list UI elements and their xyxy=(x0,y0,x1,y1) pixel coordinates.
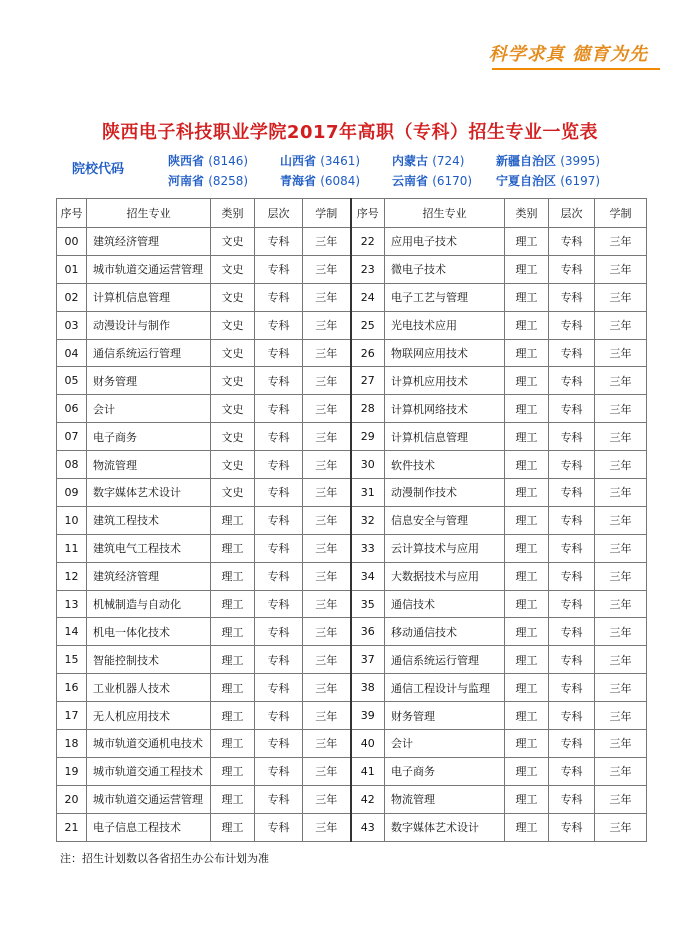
table-row xyxy=(57,785,647,813)
cell-duration: 三年 xyxy=(303,562,351,590)
cell-duration: 三年 xyxy=(595,646,647,674)
cell-major: 云计算技术与应用 xyxy=(385,534,505,562)
cell-category: 理工 xyxy=(505,255,549,283)
table-row xyxy=(57,451,647,479)
cell-index: 29 xyxy=(351,423,385,451)
cell-level: 专科 xyxy=(255,506,303,534)
cell-level: 专科 xyxy=(549,367,595,395)
cell-level: 专科 xyxy=(255,228,303,256)
cell-index: 43 xyxy=(351,813,385,841)
cell-index: 37 xyxy=(351,646,385,674)
cell-index: 14 xyxy=(57,618,87,646)
cell-index: 08 xyxy=(57,451,87,479)
cell-index: 36 xyxy=(351,618,385,646)
table-body xyxy=(57,228,647,842)
table-row xyxy=(57,562,647,590)
cell-major: 城市轨道交通运营管理 xyxy=(87,255,211,283)
cell-major: 计算机信息管理 xyxy=(87,283,211,311)
cell-category: 理工 xyxy=(505,646,549,674)
cell-duration: 三年 xyxy=(303,813,351,841)
cell-major: 电子工艺与管理 xyxy=(385,283,505,311)
cell-index: 02 xyxy=(57,283,87,311)
cell-category: 理工 xyxy=(505,618,549,646)
header-level: 层次 xyxy=(255,199,303,228)
cell-category: 理工 xyxy=(211,590,255,618)
cell-level: 专科 xyxy=(255,618,303,646)
cell-duration: 三年 xyxy=(303,339,351,367)
table-row xyxy=(57,674,647,702)
header-index: 序号 xyxy=(351,199,385,228)
table-row xyxy=(57,479,647,507)
cell-level: 专科 xyxy=(549,479,595,507)
cell-category: 文史 xyxy=(211,395,255,423)
cell-level: 专科 xyxy=(255,646,303,674)
table-row xyxy=(57,702,647,730)
table-row xyxy=(57,255,647,283)
cell-index: 07 xyxy=(57,423,87,451)
cell-category: 理工 xyxy=(505,785,549,813)
cell-major: 计算机网络技术 xyxy=(385,395,505,423)
cell-duration: 三年 xyxy=(595,311,647,339)
cell-category: 理工 xyxy=(211,785,255,813)
table-row xyxy=(57,395,647,423)
cell-category: 理工 xyxy=(505,339,549,367)
cell-category: 文史 xyxy=(211,423,255,451)
cell-category: 理工 xyxy=(211,618,255,646)
cell-index: 05 xyxy=(57,367,87,395)
cell-category: 文史 xyxy=(211,479,255,507)
code-item: 山西省 (3461) xyxy=(280,154,361,168)
cell-category: 理工 xyxy=(505,813,549,841)
cell-level: 专科 xyxy=(549,702,595,730)
cell-level: 专科 xyxy=(549,423,595,451)
cell-duration: 三年 xyxy=(595,757,647,785)
header-level: 层次 xyxy=(549,199,595,228)
cell-major: 数字媒体艺术设计 xyxy=(385,813,505,841)
cell-major: 智能控制技术 xyxy=(87,646,211,674)
cell-index: 31 xyxy=(351,479,385,507)
cell-level: 专科 xyxy=(255,367,303,395)
cell-level: 专科 xyxy=(255,730,303,758)
majors-table xyxy=(56,198,647,842)
cell-index: 26 xyxy=(351,339,385,367)
cell-level: 专科 xyxy=(255,813,303,841)
cell-index: 18 xyxy=(57,730,87,758)
code-item: 新疆自治区 (3995) xyxy=(496,154,601,168)
cell-index: 22 xyxy=(351,228,385,256)
code-item: 内蒙古 (724) xyxy=(392,154,465,168)
cell-category: 理工 xyxy=(211,506,255,534)
cell-index: 21 xyxy=(57,813,87,841)
cell-level: 专科 xyxy=(549,534,595,562)
header-major: 招生专业 xyxy=(87,199,211,228)
table-row xyxy=(57,367,647,395)
header-category: 类别 xyxy=(211,199,255,228)
cell-index: 33 xyxy=(351,534,385,562)
cell-duration: 三年 xyxy=(595,562,647,590)
cell-duration: 三年 xyxy=(595,730,647,758)
cell-category: 理工 xyxy=(211,757,255,785)
cell-major: 机电一体化技术 xyxy=(87,618,211,646)
cell-category: 文史 xyxy=(211,339,255,367)
cell-major: 物流管理 xyxy=(87,451,211,479)
cell-category: 理工 xyxy=(505,367,549,395)
slogan: 科学求真 德育为先 xyxy=(488,44,648,65)
cell-category: 理工 xyxy=(211,674,255,702)
cell-level: 专科 xyxy=(255,534,303,562)
cell-index: 30 xyxy=(351,451,385,479)
cell-duration: 三年 xyxy=(303,228,351,256)
cell-duration: 三年 xyxy=(303,451,351,479)
cell-index: 25 xyxy=(351,311,385,339)
cell-category: 理工 xyxy=(505,283,549,311)
cell-index: 12 xyxy=(57,562,87,590)
cell-major: 工业机器人技术 xyxy=(87,674,211,702)
cell-duration: 三年 xyxy=(595,702,647,730)
code-item: 青海省 (6084) xyxy=(280,174,361,188)
cell-major: 通信技术 xyxy=(385,590,505,618)
cell-duration: 三年 xyxy=(595,228,647,256)
slogan-underline xyxy=(492,68,660,70)
cell-major: 会计 xyxy=(87,395,211,423)
cell-level: 专科 xyxy=(549,590,595,618)
cell-duration: 三年 xyxy=(595,506,647,534)
cell-duration: 三年 xyxy=(303,534,351,562)
cell-index: 24 xyxy=(351,283,385,311)
cell-major: 城市轨道交通工程技术 xyxy=(87,757,211,785)
cell-major: 无人机应用技术 xyxy=(87,702,211,730)
header-major: 招生专业 xyxy=(385,199,505,228)
cell-category: 理工 xyxy=(505,479,549,507)
table-row xyxy=(57,757,647,785)
cell-major: 电子信息工程技术 xyxy=(87,813,211,841)
cell-index: 27 xyxy=(351,367,385,395)
cell-category: 理工 xyxy=(211,730,255,758)
cell-level: 专科 xyxy=(549,618,595,646)
cell-major: 建筑电气工程技术 xyxy=(87,534,211,562)
cell-duration: 三年 xyxy=(595,534,647,562)
cell-major: 电子商务 xyxy=(87,423,211,451)
table-row xyxy=(57,534,647,562)
cell-duration: 三年 xyxy=(595,785,647,813)
table-row xyxy=(57,311,647,339)
cell-major: 计算机应用技术 xyxy=(385,367,505,395)
table-row xyxy=(57,813,647,841)
cell-index: 34 xyxy=(351,562,385,590)
cell-index: 10 xyxy=(57,506,87,534)
cell-major: 建筑工程技术 xyxy=(87,506,211,534)
cell-duration: 三年 xyxy=(303,618,351,646)
cell-duration: 三年 xyxy=(595,618,647,646)
cell-duration: 三年 xyxy=(303,590,351,618)
cell-major: 会计 xyxy=(385,730,505,758)
cell-index: 19 xyxy=(57,757,87,785)
cell-level: 专科 xyxy=(255,311,303,339)
cell-level: 专科 xyxy=(549,562,595,590)
cell-level: 专科 xyxy=(255,451,303,479)
header-duration: 学制 xyxy=(595,199,647,228)
cell-level: 专科 xyxy=(255,757,303,785)
cell-level: 专科 xyxy=(549,646,595,674)
cell-index: 35 xyxy=(351,590,385,618)
cell-category: 理工 xyxy=(211,813,255,841)
cell-level: 专科 xyxy=(549,228,595,256)
cell-major: 信息安全与管理 xyxy=(385,506,505,534)
page-title: 陕西电子科技职业学院2017年高职（专科）招生专业一览表 xyxy=(101,122,599,143)
cell-duration: 三年 xyxy=(595,283,647,311)
cell-category: 理工 xyxy=(505,674,549,702)
cell-duration: 三年 xyxy=(595,590,647,618)
cell-index: 28 xyxy=(351,395,385,423)
cell-level: 专科 xyxy=(255,590,303,618)
cell-category: 文史 xyxy=(211,255,255,283)
cell-duration: 三年 xyxy=(303,757,351,785)
cell-major: 数字媒体艺术设计 xyxy=(87,479,211,507)
cell-category: 理工 xyxy=(505,757,549,785)
institution-codes xyxy=(72,152,672,188)
table-row xyxy=(57,618,647,646)
cell-category: 理工 xyxy=(211,534,255,562)
cell-index: 23 xyxy=(351,255,385,283)
cell-category: 理工 xyxy=(211,562,255,590)
cell-category: 理工 xyxy=(505,451,549,479)
cell-major: 财务管理 xyxy=(385,702,505,730)
table-row xyxy=(57,228,647,256)
cell-level: 专科 xyxy=(255,395,303,423)
cell-duration: 三年 xyxy=(303,367,351,395)
cell-duration: 三年 xyxy=(595,395,647,423)
cell-level: 专科 xyxy=(255,255,303,283)
cell-major: 动漫设计与制作 xyxy=(87,311,211,339)
cell-major: 动漫制作技术 xyxy=(385,479,505,507)
cell-level: 专科 xyxy=(255,785,303,813)
cell-index: 20 xyxy=(57,785,87,813)
cell-category: 理工 xyxy=(211,702,255,730)
cell-index: 41 xyxy=(351,757,385,785)
cell-duration: 三年 xyxy=(303,785,351,813)
cell-duration: 三年 xyxy=(595,367,647,395)
cell-category: 文史 xyxy=(211,311,255,339)
cell-category: 理工 xyxy=(211,646,255,674)
cell-level: 专科 xyxy=(255,702,303,730)
table-row xyxy=(57,283,647,311)
cell-index: 09 xyxy=(57,479,87,507)
header-duration: 学制 xyxy=(303,199,351,228)
cell-level: 专科 xyxy=(549,506,595,534)
cell-duration: 三年 xyxy=(595,339,647,367)
cell-major: 物联网应用技术 xyxy=(385,339,505,367)
cell-category: 理工 xyxy=(505,730,549,758)
cell-level: 专科 xyxy=(549,255,595,283)
cell-index: 01 xyxy=(57,255,87,283)
table-row xyxy=(57,339,647,367)
cell-level: 专科 xyxy=(549,311,595,339)
cell-major: 财务管理 xyxy=(87,367,211,395)
cell-index: 39 xyxy=(351,702,385,730)
codes-label: 院校代码 xyxy=(72,162,125,177)
cell-major: 城市轨道交通运营管理 xyxy=(87,785,211,813)
cell-level: 专科 xyxy=(255,283,303,311)
cell-major: 移动通信技术 xyxy=(385,618,505,646)
cell-major: 通信系统运行管理 xyxy=(385,646,505,674)
cell-category: 理工 xyxy=(505,534,549,562)
cell-duration: 三年 xyxy=(303,674,351,702)
header-index: 序号 xyxy=(57,199,87,228)
cell-major: 应用电子技术 xyxy=(385,228,505,256)
cell-level: 专科 xyxy=(549,283,595,311)
cell-major: 计算机信息管理 xyxy=(385,423,505,451)
cell-major: 建筑经济管理 xyxy=(87,562,211,590)
table-header-row xyxy=(57,199,647,228)
cell-index: 13 xyxy=(57,590,87,618)
cell-duration: 三年 xyxy=(303,702,351,730)
cell-category: 文史 xyxy=(211,228,255,256)
cell-category: 理工 xyxy=(505,562,549,590)
cell-category: 理工 xyxy=(505,228,549,256)
cell-level: 专科 xyxy=(549,730,595,758)
cell-index: 32 xyxy=(351,506,385,534)
cell-level: 专科 xyxy=(549,395,595,423)
table-row xyxy=(57,590,647,618)
cell-level: 专科 xyxy=(255,339,303,367)
table-row xyxy=(57,506,647,534)
cell-index: 42 xyxy=(351,785,385,813)
cell-duration: 三年 xyxy=(303,730,351,758)
code-item: 陕西省 (8146) xyxy=(168,154,249,168)
cell-major: 通信工程设计与监理 xyxy=(385,674,505,702)
table-row xyxy=(57,646,647,674)
footnote: 注：招生计划数以各省招生办公布计划为准 xyxy=(60,852,269,865)
cell-index: 00 xyxy=(57,228,87,256)
table-row xyxy=(57,423,647,451)
cell-category: 理工 xyxy=(505,423,549,451)
cell-major: 电子商务 xyxy=(385,757,505,785)
cell-duration: 三年 xyxy=(595,255,647,283)
cell-major: 机械制造与自动化 xyxy=(87,590,211,618)
cell-major: 建筑经济管理 xyxy=(87,228,211,256)
cell-duration: 三年 xyxy=(303,423,351,451)
cell-level: 专科 xyxy=(549,757,595,785)
cell-duration: 三年 xyxy=(303,646,351,674)
cell-index: 40 xyxy=(351,730,385,758)
cell-major: 大数据技术与应用 xyxy=(385,562,505,590)
header-category: 类别 xyxy=(505,199,549,228)
cell-duration: 三年 xyxy=(595,451,647,479)
cell-index: 04 xyxy=(57,339,87,367)
code-item: 宁夏自治区 (6197) xyxy=(496,174,601,188)
cell-major: 微电子技术 xyxy=(385,255,505,283)
cell-category: 文史 xyxy=(211,283,255,311)
cell-level: 专科 xyxy=(549,674,595,702)
cell-category: 文史 xyxy=(211,451,255,479)
cell-category: 理工 xyxy=(505,702,549,730)
cell-index: 38 xyxy=(351,674,385,702)
code-item: 河南省 (8258) xyxy=(168,174,249,188)
cell-level: 专科 xyxy=(255,562,303,590)
cell-duration: 三年 xyxy=(303,479,351,507)
cell-category: 理工 xyxy=(505,590,549,618)
cell-duration: 三年 xyxy=(595,674,647,702)
cell-level: 专科 xyxy=(549,339,595,367)
code-item: 云南省 (6170) xyxy=(392,174,473,188)
cell-major: 光电技术应用 xyxy=(385,311,505,339)
cell-index: 17 xyxy=(57,702,87,730)
cell-level: 专科 xyxy=(255,479,303,507)
cell-category: 理工 xyxy=(505,395,549,423)
cell-level: 专科 xyxy=(255,674,303,702)
cell-category: 理工 xyxy=(505,311,549,339)
cell-duration: 三年 xyxy=(303,283,351,311)
cell-major: 软件技术 xyxy=(385,451,505,479)
cell-index: 06 xyxy=(57,395,87,423)
cell-duration: 三年 xyxy=(595,423,647,451)
cell-major: 通信系统运行管理 xyxy=(87,339,211,367)
cell-duration: 三年 xyxy=(303,311,351,339)
cell-duration: 三年 xyxy=(303,395,351,423)
cell-level: 专科 xyxy=(549,785,595,813)
cell-major: 物流管理 xyxy=(385,785,505,813)
cell-duration: 三年 xyxy=(595,479,647,507)
cell-duration: 三年 xyxy=(303,506,351,534)
cell-major: 城市轨道交通机电技术 xyxy=(87,730,211,758)
cell-index: 15 xyxy=(57,646,87,674)
cell-level: 专科 xyxy=(549,813,595,841)
table-row xyxy=(57,730,647,758)
cell-level: 专科 xyxy=(549,451,595,479)
cell-level: 专科 xyxy=(255,423,303,451)
cell-category: 理工 xyxy=(505,506,549,534)
cell-index: 11 xyxy=(57,534,87,562)
cell-duration: 三年 xyxy=(595,813,647,841)
cell-index: 03 xyxy=(57,311,87,339)
cell-duration: 三年 xyxy=(303,255,351,283)
cell-category: 文史 xyxy=(211,367,255,395)
cell-index: 16 xyxy=(57,674,87,702)
